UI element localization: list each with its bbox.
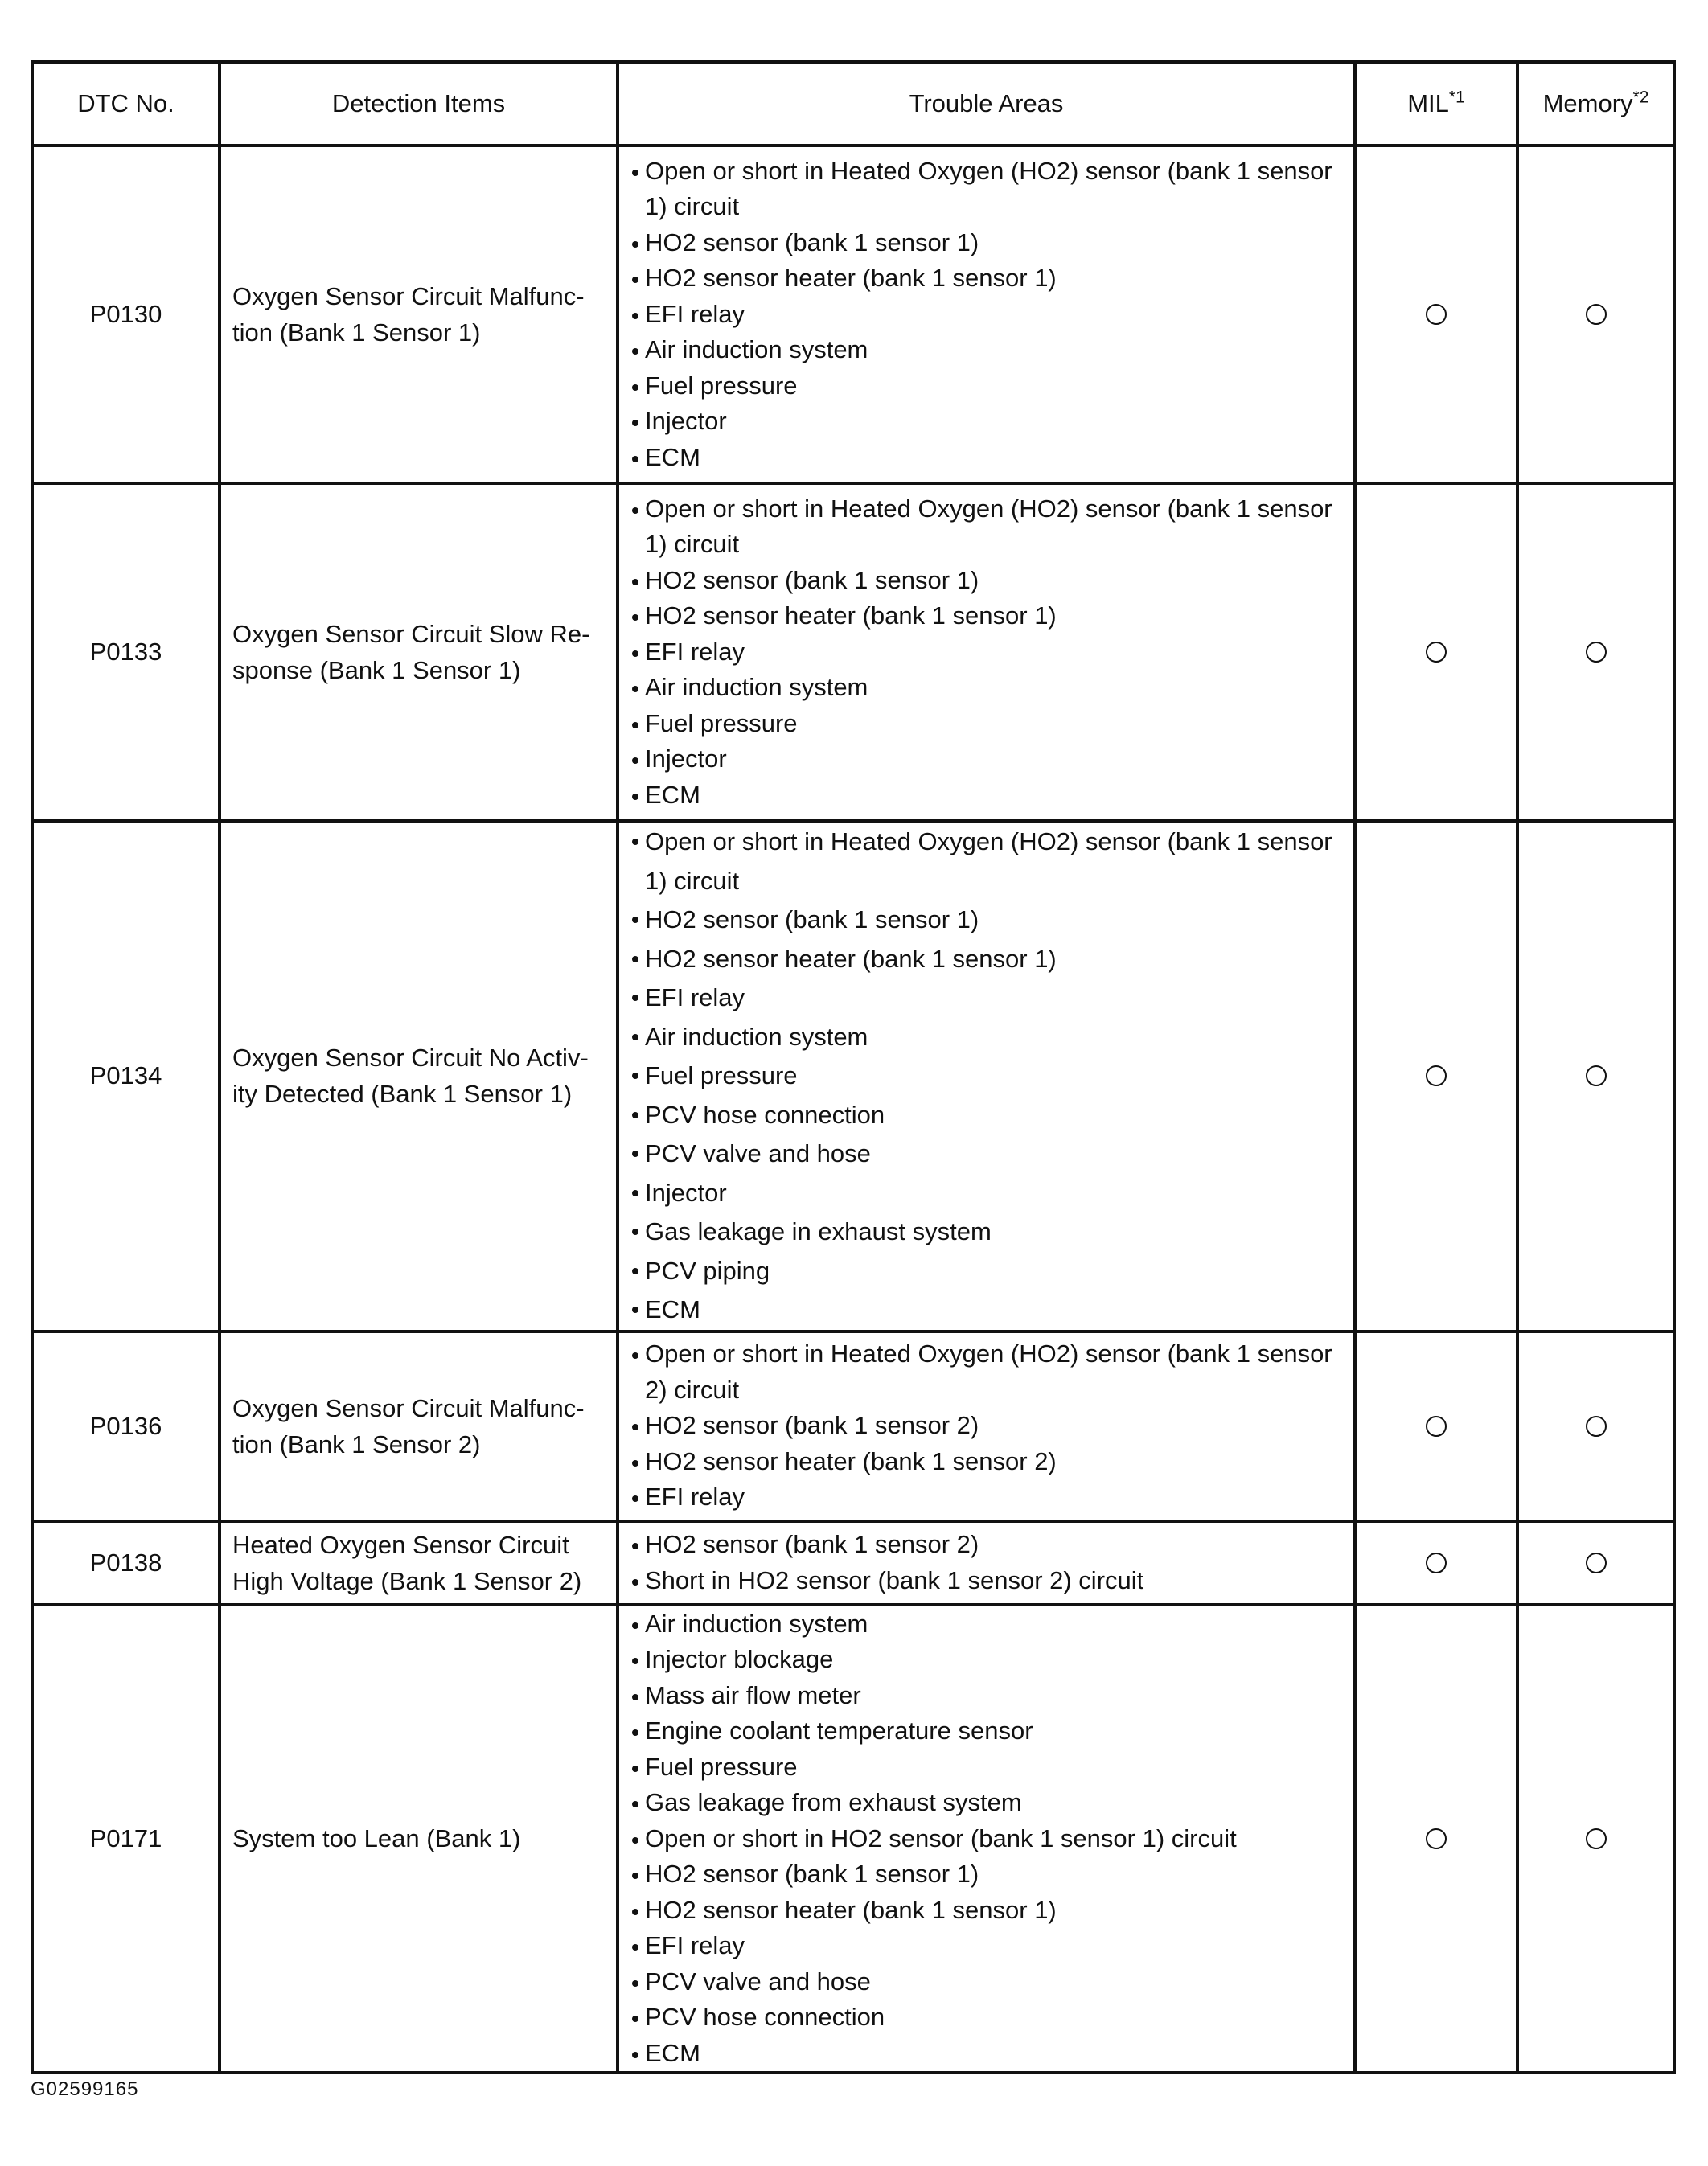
trouble-area-item: EFI relay xyxy=(630,1479,1345,1516)
trouble-area-item: EFI relay xyxy=(630,634,1345,671)
trouble-areas xyxy=(618,1521,1355,1605)
detection-item: Oxygen Sensor Circuit No Activ- ity Detected (Bank 1 Sensor 1) xyxy=(220,821,618,1331)
trouble-area-item: PCV hose connection xyxy=(630,2000,1345,2036)
trouble-areas xyxy=(618,1605,1355,2074)
mil-cell xyxy=(1355,1521,1517,1605)
memory-circle-icon xyxy=(1586,1828,1607,1849)
table-row xyxy=(32,483,1674,821)
memory-cell xyxy=(1517,483,1674,821)
trouble-area-item: ECM xyxy=(630,440,1345,476)
trouble-area-item: HO2 sensor heater (bank 1 sensor 1) xyxy=(630,1893,1345,1929)
mil-cell xyxy=(1355,1331,1517,1521)
trouble-area-item: ECM xyxy=(630,1290,1345,1330)
dtc-code: P0138 xyxy=(32,1521,220,1605)
trouble-area-item: HO2 sensor (bank 1 sensor 1) xyxy=(630,900,1345,940)
memory-cell xyxy=(1517,1521,1674,1605)
trouble-area-item: HO2 sensor (bank 1 sensor 2) xyxy=(630,1408,1345,1444)
mil-circle-icon xyxy=(1426,642,1447,663)
trouble-area-item: Open or short in Heated Oxygen (HO2) sensor (bank 1 sensor 1) circuit xyxy=(630,154,1345,225)
trouble-area-item: Open or short in Heated Oxygen (HO2) sensor (bank 1 sensor 1) circuit xyxy=(630,491,1345,563)
dtc-code: P0136 xyxy=(32,1331,220,1521)
mil-footnote-marker: *1 xyxy=(1448,88,1465,107)
trouble-area-item: Short in HO2 sensor (bank 1 sensor 2) circuit xyxy=(630,1563,1345,1599)
header-mil: MIL$^{*1}$ xyxy=(1355,62,1517,146)
header-detection-items: Detection Items xyxy=(220,62,618,146)
trouble-areas xyxy=(618,483,1355,821)
trouble-area-item: PCV hose connection xyxy=(630,1096,1345,1135)
trouble-area-list xyxy=(630,1336,1345,1516)
trouble-area-item: HO2 sensor heater (bank 1 sensor 1) xyxy=(630,598,1345,634)
mil-circle-icon xyxy=(1426,1416,1447,1437)
trouble-area-item: ECM xyxy=(630,777,1345,814)
detection-item: Heated Oxygen Sensor Circuit High Voltage (Bank 1 Sensor 2) xyxy=(220,1521,618,1605)
trouble-area-item: HO2 sensor (bank 1 sensor 1) xyxy=(630,1856,1345,1893)
trouble-area-item: EFI relay xyxy=(630,297,1345,333)
trouble-area-item: HO2 sensor heater (bank 1 sensor 1) xyxy=(630,940,1345,979)
trouble-area-item: Open or short in Heated Oxygen (HO2) sensor (bank 1 sensor 1) circuit xyxy=(630,823,1345,900)
dtc-code: P0134 xyxy=(32,821,220,1331)
trouble-area-item: Injector xyxy=(630,404,1345,440)
trouble-area-item: Fuel pressure xyxy=(630,1750,1345,1786)
trouble-area-item: Open or short in HO2 sensor (bank 1 sensor 1) circuit xyxy=(630,1821,1345,1857)
trouble-area-item: HO2 sensor heater (bank 1 sensor 2) xyxy=(630,1444,1345,1480)
header-trouble-areas: Trouble Areas xyxy=(618,62,1355,146)
memory-circle-icon xyxy=(1586,304,1607,325)
trouble-area-item: Air induction system xyxy=(630,670,1345,706)
mil-cell xyxy=(1355,483,1517,821)
trouble-area-item: HO2 sensor (bank 1 sensor 1) xyxy=(630,563,1345,599)
trouble-area-list xyxy=(630,154,1345,476)
mil-cell xyxy=(1355,821,1517,1331)
trouble-area-item: Injector blockage xyxy=(630,1642,1345,1678)
memory-circle-icon xyxy=(1586,1065,1607,1086)
trouble-area-item: Injector xyxy=(630,741,1345,777)
trouble-area-item: Air induction system xyxy=(630,332,1345,368)
trouble-area-item: PCV valve and hose xyxy=(630,1964,1345,2000)
trouble-area-item: Fuel pressure xyxy=(630,368,1345,404)
memory-circle-icon xyxy=(1586,1553,1607,1573)
trouble-area-item: PCV valve and hose xyxy=(630,1134,1345,1174)
dtc-code: P0133 xyxy=(32,483,220,821)
trouble-area-item: Mass air flow meter xyxy=(630,1678,1345,1714)
trouble-area-item: Engine coolant temperature sensor xyxy=(630,1713,1345,1750)
memory-circle-icon xyxy=(1586,1416,1607,1437)
trouble-area-item: EFI relay xyxy=(630,1928,1345,1964)
figure-code: G02599165 xyxy=(31,2078,139,2100)
memory-cell xyxy=(1517,146,1674,483)
trouble-areas xyxy=(618,821,1355,1331)
header-row xyxy=(32,62,1674,146)
trouble-area-item: Fuel pressure xyxy=(630,706,1345,742)
memory-footnote-marker: *2 xyxy=(1632,88,1649,107)
memory-cell xyxy=(1517,821,1674,1331)
trouble-area-item: Gas leakage from exhaust system xyxy=(630,1785,1345,1821)
mil-circle-icon xyxy=(1426,1828,1447,1849)
trouble-area-item: Open or short in Heated Oxygen (HO2) sensor (bank 1 sensor 2) circuit xyxy=(630,1336,1345,1408)
header-dtc-no: DTC No. xyxy=(32,62,220,146)
trouble-area-item: Injector xyxy=(630,1174,1345,1213)
mil-cell xyxy=(1355,146,1517,483)
table-row xyxy=(32,1331,1674,1521)
trouble-area-item: EFI relay xyxy=(630,978,1345,1018)
table-row xyxy=(32,146,1674,483)
mil-circle-icon xyxy=(1426,1065,1447,1086)
dtc-code: P0130 xyxy=(32,146,220,483)
trouble-area-list xyxy=(630,1606,1345,2072)
dtc-code: P0171 xyxy=(32,1605,220,2074)
table-row xyxy=(32,1605,1674,2074)
table-body xyxy=(32,146,1674,2073)
mil-cell xyxy=(1355,1605,1517,2074)
detection-item: System too Lean (Bank 1) xyxy=(220,1605,618,2074)
trouble-area-item: HO2 sensor (bank 1 sensor 2) xyxy=(630,1527,1345,1563)
dtc-table xyxy=(31,60,1676,2074)
detection-item: Oxygen Sensor Circuit Slow Re- sponse (Bank 1 Sensor 1) xyxy=(220,483,618,821)
mil-circle-icon xyxy=(1426,304,1447,325)
trouble-area-item: Gas leakage in exhaust system xyxy=(630,1212,1345,1252)
trouble-areas xyxy=(618,146,1355,483)
trouble-area-item: HO2 sensor (bank 1 sensor 1) xyxy=(630,225,1345,261)
memory-cell xyxy=(1517,1331,1674,1521)
trouble-area-item: Air induction system xyxy=(630,1606,1345,1643)
table-row xyxy=(32,821,1674,1331)
trouble-area-list xyxy=(630,823,1345,1330)
detection-item: Oxygen Sensor Circuit Malfunc- tion (Bank 1 Sensor 2) xyxy=(220,1331,618,1521)
trouble-area-item: PCV piping xyxy=(630,1252,1345,1291)
trouble-area-item: HO2 sensor heater (bank 1 sensor 1) xyxy=(630,260,1345,297)
detection-item: Oxygen Sensor Circuit Malfunc- tion (Bank 1 Sensor 1) xyxy=(220,146,618,483)
mil-circle-icon xyxy=(1426,1553,1447,1573)
memory-circle-icon xyxy=(1586,642,1607,663)
trouble-area-list xyxy=(630,1527,1345,1598)
trouble-areas xyxy=(618,1331,1355,1521)
trouble-area-item: Fuel pressure xyxy=(630,1056,1345,1096)
trouble-area-item: Air induction system xyxy=(630,1018,1345,1057)
memory-cell xyxy=(1517,1605,1674,2074)
trouble-area-item: ECM xyxy=(630,2036,1345,2072)
trouble-area-list xyxy=(630,491,1345,814)
header-memory: Memory$^{*2}$ xyxy=(1517,62,1674,146)
table-row xyxy=(32,1521,1674,1605)
